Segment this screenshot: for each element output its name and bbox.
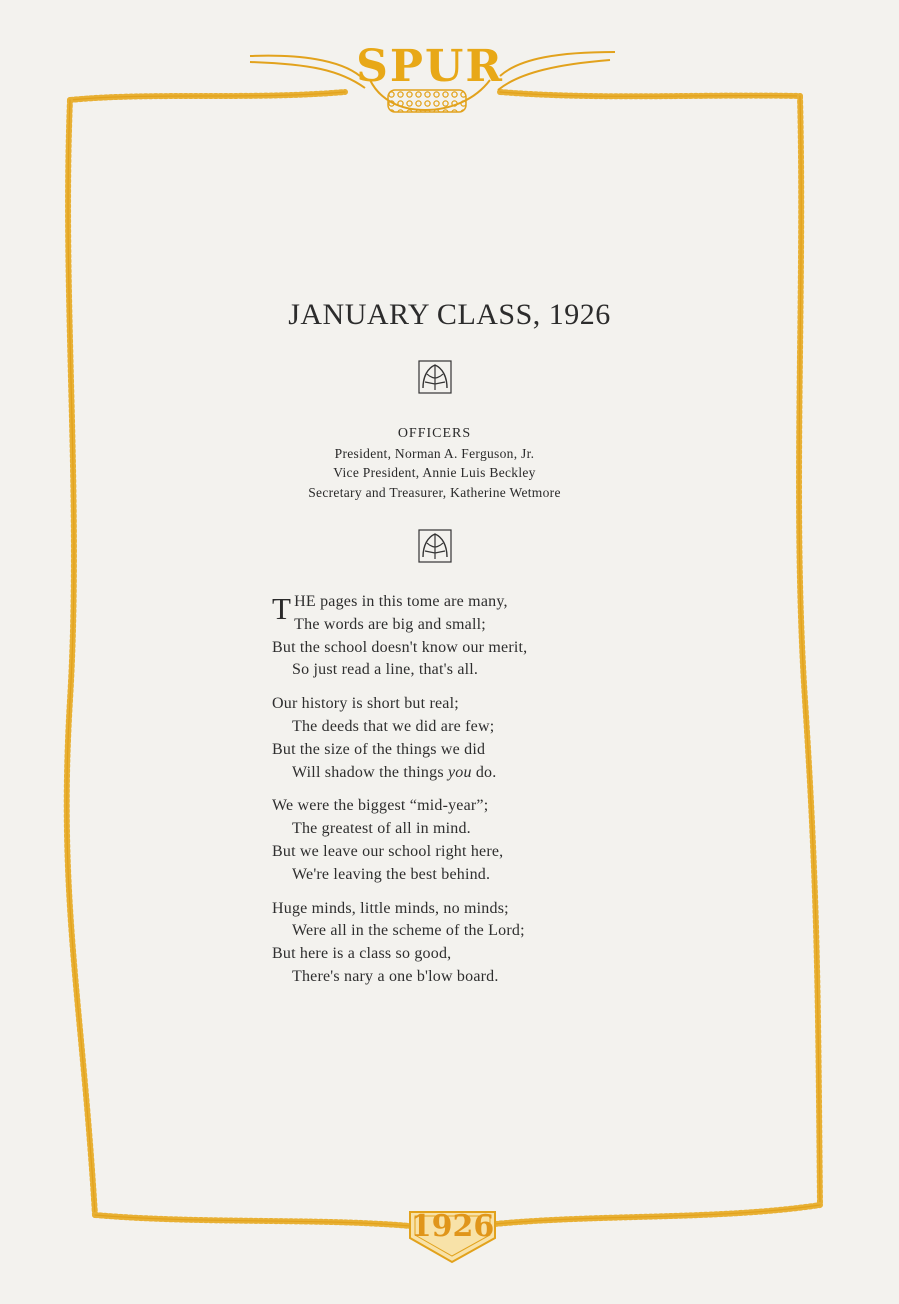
- poem-line: The deeds that we did are few;: [292, 717, 495, 735]
- poem-stanza-3: [272, 795, 632, 886]
- poem-line: But the size of the things we did: [272, 740, 486, 758]
- poem-line: HE pages in this tome are many,: [294, 593, 508, 610]
- class-poem: [272, 591, 632, 1000]
- poem-stanza-2: [272, 693, 632, 784]
- poem-line: But we leave our school right here,: [272, 842, 504, 860]
- poem-line: But the school doesn't know our merit,: [272, 638, 528, 656]
- officer-secretary-treasurer: Secretary and Treasurer, Katherine Wetmore: [308, 484, 561, 500]
- poem-line: So just read a line, that's all.: [292, 661, 479, 679]
- officers-block: [0, 424, 869, 502]
- emphasis-word: you: [447, 763, 472, 781]
- page-title: JANUARY CLASS, 1926: [288, 298, 611, 331]
- poem-line: But here is a class so good,: [272, 945, 452, 963]
- poem-line: Were all in the scheme of the Lord;: [292, 922, 525, 940]
- leaf-ornament-icon: [418, 529, 452, 563]
- poem-line: [272, 762, 632, 785]
- header-banner-text: SPUR: [356, 41, 504, 92]
- poem-line: There's nary a one b'low board.: [292, 967, 499, 985]
- leaf-ornament-icon: [418, 360, 452, 394]
- officers-heading: OFFICERS: [397, 426, 472, 441]
- officer-president: President, Norman A. Ferguson, Jr.: [334, 445, 535, 461]
- poem-line-text: Will shadow the things: [292, 763, 444, 781]
- footer-year-badge: 1926: [410, 1209, 495, 1244]
- poem-line: The greatest of all in mind.: [292, 820, 471, 838]
- officer-vice-president: Vice President, Annie Luis Beckley: [333, 465, 536, 480]
- poem-line: The words are big and small;: [294, 615, 486, 633]
- poem-line: Huge minds, little minds, no minds;: [272, 899, 509, 917]
- poem-line: Our history is short but real;: [272, 695, 459, 713]
- poem-line: We're leaving the best behind.: [292, 865, 491, 883]
- poem-line: We were the biggest “mid-year”;: [272, 797, 489, 815]
- poem-line-end: do.: [475, 763, 497, 781]
- poem-stanza-4: [272, 898, 632, 989]
- poem-stanza-1: [272, 591, 632, 682]
- drop-cap: T: [272, 591, 292, 626]
